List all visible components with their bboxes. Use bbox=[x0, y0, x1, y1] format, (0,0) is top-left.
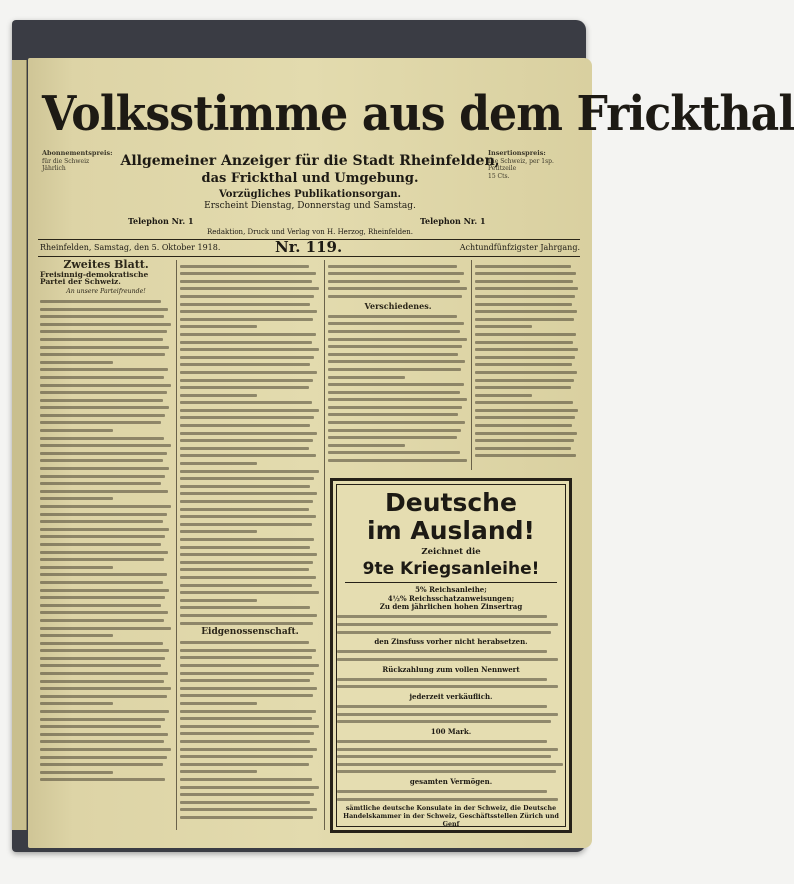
text-line bbox=[180, 546, 310, 549]
text-line bbox=[328, 322, 464, 325]
text-line bbox=[40, 687, 171, 690]
text-line bbox=[180, 477, 314, 480]
masthead-subtitle2: das Frickthal und Umgebung. bbox=[201, 171, 419, 186]
text-line bbox=[180, 508, 309, 511]
text-line bbox=[40, 497, 113, 500]
text-line bbox=[40, 520, 163, 523]
text-line bbox=[40, 535, 165, 538]
phone-right: Telephon Nr. 1 bbox=[420, 216, 486, 226]
text-line bbox=[337, 713, 558, 716]
text-line bbox=[40, 634, 113, 637]
text-line bbox=[475, 265, 571, 268]
insertion-line2: 15 Cts. bbox=[488, 172, 510, 180]
text-line bbox=[475, 325, 532, 328]
text-line bbox=[180, 740, 310, 743]
text-line bbox=[40, 604, 161, 607]
text-line bbox=[40, 657, 165, 660]
ad-text-6 bbox=[337, 790, 565, 801]
text-line bbox=[328, 360, 465, 363]
ad-text-2 bbox=[337, 650, 565, 661]
text-line bbox=[337, 685, 558, 688]
text-line bbox=[337, 658, 558, 661]
column-3-text-top bbox=[328, 265, 468, 298]
book-spine bbox=[12, 60, 27, 830]
ad-text-3 bbox=[337, 678, 565, 689]
text-line bbox=[40, 710, 169, 713]
text-line bbox=[40, 718, 165, 721]
text-line bbox=[40, 384, 171, 387]
text-line bbox=[180, 778, 312, 781]
verschiedenes-heading: Verschiedenes. bbox=[364, 300, 432, 311]
text-line bbox=[475, 409, 578, 412]
text-line bbox=[40, 619, 164, 622]
text-line bbox=[180, 409, 319, 412]
column-2-text-bottom bbox=[180, 641, 320, 819]
text-line bbox=[40, 566, 113, 569]
text-line bbox=[180, 462, 257, 465]
text-line bbox=[475, 371, 577, 374]
text-line bbox=[328, 429, 461, 432]
text-line bbox=[40, 391, 167, 394]
text-line bbox=[180, 416, 314, 419]
text-line bbox=[180, 325, 257, 328]
text-line bbox=[337, 615, 547, 618]
ad-schatzanweisungen: 4½% Reichsschatzanweisungen; bbox=[387, 593, 515, 603]
text-line bbox=[475, 379, 574, 382]
ad-text-4 bbox=[337, 705, 565, 723]
text-line bbox=[328, 353, 458, 356]
text-line bbox=[337, 763, 563, 766]
ad-text-1 bbox=[337, 615, 565, 633]
text-line bbox=[328, 272, 464, 275]
text-line bbox=[180, 725, 319, 728]
text-line bbox=[180, 614, 317, 617]
text-line bbox=[328, 398, 467, 401]
text-line bbox=[180, 470, 319, 473]
text-line bbox=[40, 452, 167, 455]
text-line bbox=[40, 482, 161, 485]
text-line bbox=[475, 363, 572, 366]
text-line bbox=[180, 295, 314, 298]
text-line bbox=[337, 631, 551, 634]
text-line bbox=[40, 467, 169, 470]
text-line bbox=[328, 391, 460, 394]
column-divider-2 bbox=[324, 260, 325, 830]
text-line bbox=[180, 808, 317, 811]
zweites-blatt-heading: Zweites Blatt. bbox=[63, 258, 149, 271]
text-line bbox=[475, 272, 576, 275]
text-line bbox=[328, 413, 458, 416]
text-line bbox=[180, 394, 257, 397]
text-line bbox=[180, 599, 257, 602]
text-line bbox=[475, 424, 572, 427]
text-line bbox=[180, 379, 313, 382]
ad-verkaeuflich: jederzeit verkäuflich. bbox=[409, 691, 493, 701]
text-line bbox=[180, 272, 316, 275]
text-line bbox=[475, 447, 571, 450]
text-line bbox=[180, 656, 312, 659]
text-line bbox=[180, 333, 316, 336]
insertion-title: Insertionspreis: bbox=[488, 149, 546, 157]
text-line bbox=[40, 376, 164, 379]
text-line bbox=[180, 649, 316, 652]
text-line bbox=[40, 680, 164, 683]
column-1 bbox=[40, 260, 172, 830]
ad-zinsertrag: Zu dem jährlichen hohen Zinsertrag bbox=[379, 602, 523, 612]
text-line bbox=[180, 280, 312, 283]
phone-left: Telephon Nr. 1 bbox=[128, 216, 194, 226]
text-line bbox=[40, 437, 164, 440]
text-line bbox=[180, 748, 317, 751]
text-line bbox=[40, 611, 168, 614]
text-line bbox=[40, 368, 168, 371]
text-line bbox=[328, 436, 457, 439]
text-line bbox=[180, 371, 317, 374]
eidgenossenschaft-heading: Eidgenossenschaft. bbox=[201, 627, 299, 638]
text-line bbox=[40, 399, 163, 402]
ad-vermoegen: gesamten Vermögen. bbox=[409, 777, 493, 787]
text-line bbox=[40, 505, 171, 508]
rule-bottom bbox=[38, 256, 580, 257]
text-line bbox=[180, 679, 310, 682]
column-3-text-bottom bbox=[328, 315, 468, 462]
text-line bbox=[40, 414, 165, 417]
text-line bbox=[328, 444, 405, 447]
text-line bbox=[475, 295, 575, 298]
text-line bbox=[180, 363, 310, 366]
text-line bbox=[180, 318, 313, 321]
column-4 bbox=[475, 260, 579, 470]
text-line bbox=[180, 356, 314, 359]
text-line bbox=[180, 732, 314, 735]
text-line bbox=[180, 348, 319, 351]
column-divider-1 bbox=[176, 260, 177, 830]
text-line bbox=[40, 672, 168, 675]
text-line bbox=[328, 280, 460, 283]
text-line bbox=[180, 447, 309, 450]
text-line bbox=[180, 454, 316, 457]
text-line bbox=[337, 705, 547, 708]
text-line bbox=[475, 416, 575, 419]
text-line bbox=[328, 451, 460, 454]
text-line bbox=[40, 338, 163, 341]
text-line bbox=[180, 786, 319, 789]
text-line bbox=[40, 444, 171, 447]
text-line bbox=[328, 406, 462, 409]
ad-footer: sämtliche deutsche Konsulate in der Schweiz, die Deutsche Handelskammer in der Schweiz, Geschäftsstellen Zürich und Genf bbox=[343, 805, 559, 828]
text-line bbox=[40, 627, 171, 630]
text-line bbox=[40, 421, 161, 424]
party-heading: Freisinnig-demokratische Partei der Schweiz. bbox=[40, 269, 149, 287]
text-line bbox=[40, 664, 161, 667]
text-line bbox=[180, 710, 316, 713]
text-line bbox=[328, 287, 467, 290]
text-line bbox=[475, 401, 573, 404]
text-line bbox=[40, 740, 164, 743]
text-line bbox=[475, 348, 578, 351]
text-line bbox=[40, 748, 171, 751]
text-line bbox=[328, 315, 457, 318]
text-line bbox=[180, 672, 314, 675]
text-line bbox=[40, 702, 113, 705]
text-line bbox=[180, 687, 317, 690]
text-line bbox=[40, 330, 167, 333]
ad-mark: 100 Mark. bbox=[430, 726, 472, 736]
text-line bbox=[40, 558, 164, 561]
text-line bbox=[180, 265, 309, 268]
text-line bbox=[475, 439, 574, 442]
text-line bbox=[180, 793, 314, 796]
text-line bbox=[180, 500, 313, 503]
volume-text: Achtundfünfzigster Jahrgang. bbox=[459, 243, 580, 252]
text-line bbox=[475, 287, 578, 290]
column-2-text-top bbox=[180, 265, 320, 625]
text-line bbox=[328, 338, 467, 341]
ad-headline-2: im Ausland! bbox=[367, 516, 535, 545]
text-line bbox=[337, 755, 551, 758]
text-line bbox=[180, 717, 312, 720]
text-line bbox=[475, 386, 571, 389]
text-line bbox=[475, 454, 576, 457]
text-line bbox=[328, 295, 462, 298]
issue-number: Nr. 119. bbox=[275, 238, 343, 256]
text-line bbox=[40, 733, 168, 736]
war-loan-advertisement bbox=[330, 478, 572, 833]
column-1-text bbox=[40, 300, 172, 781]
text-line bbox=[40, 490, 168, 493]
text-line bbox=[180, 553, 317, 556]
subscription-line2: Jährlich bbox=[42, 165, 66, 172]
text-line bbox=[328, 421, 465, 424]
text-line bbox=[40, 642, 163, 645]
text-line bbox=[337, 623, 558, 626]
column-3 bbox=[328, 260, 468, 470]
text-line bbox=[40, 300, 161, 303]
text-line bbox=[40, 695, 167, 698]
text-line bbox=[180, 424, 310, 427]
text-line bbox=[328, 368, 461, 371]
text-line bbox=[40, 361, 113, 364]
text-line bbox=[40, 771, 113, 774]
ad-headline-1: Deutsche bbox=[385, 488, 517, 517]
text-line bbox=[337, 678, 547, 681]
text-line bbox=[40, 551, 168, 554]
ad-rueckzahlung: Rückzahlung zum vollen Nennwert bbox=[382, 664, 520, 674]
column-divider-3 bbox=[471, 260, 472, 470]
text-line bbox=[40, 528, 169, 531]
text-line bbox=[475, 356, 575, 359]
text-line bbox=[40, 323, 171, 326]
text-line bbox=[180, 584, 312, 587]
text-line bbox=[40, 581, 163, 584]
text-line bbox=[40, 756, 167, 759]
text-line bbox=[180, 530, 257, 533]
text-line bbox=[40, 589, 169, 592]
text-line bbox=[475, 280, 573, 283]
text-line bbox=[180, 606, 310, 609]
text-line bbox=[40, 475, 165, 478]
text-line bbox=[40, 649, 169, 652]
text-line bbox=[475, 394, 532, 397]
text-line bbox=[180, 664, 319, 667]
text-line bbox=[337, 748, 558, 751]
newspaper-page bbox=[28, 58, 794, 848]
text-line bbox=[337, 790, 547, 793]
ad-zinsfuss: den Zinsfuss vorher nicht herabsetzen. bbox=[374, 637, 528, 647]
text-line bbox=[40, 406, 169, 409]
text-line bbox=[328, 265, 457, 268]
text-line bbox=[180, 702, 257, 705]
bound-volume bbox=[12, 20, 794, 852]
text-line bbox=[180, 801, 310, 804]
masthead-organ: Vorzügliches Publikationsorgan. bbox=[218, 189, 402, 200]
text-line bbox=[180, 561, 313, 564]
masthead-schedule: Erscheint Dienstag, Donnerstag und Samstag. bbox=[204, 201, 416, 211]
ad-text-5 bbox=[337, 740, 565, 773]
text-line bbox=[180, 439, 313, 442]
text-line bbox=[180, 310, 317, 313]
text-line bbox=[180, 287, 319, 290]
text-line bbox=[337, 770, 556, 773]
text-line bbox=[40, 778, 165, 781]
text-line bbox=[40, 346, 169, 349]
text-line bbox=[180, 523, 312, 526]
text-line bbox=[40, 513, 167, 516]
text-line bbox=[40, 353, 165, 356]
text-line bbox=[180, 641, 309, 644]
masthead-subtitle: Allgemeiner Anzeiger für die Stadt Rheinfelden, bbox=[120, 153, 500, 169]
column-2 bbox=[180, 260, 320, 830]
ad-reichsanleihe: 5% Reichsanleihe; bbox=[415, 585, 487, 594]
text-line bbox=[328, 376, 405, 379]
text-line bbox=[328, 345, 462, 348]
text-line bbox=[475, 318, 574, 321]
text-line bbox=[475, 303, 572, 306]
text-line bbox=[337, 798, 558, 801]
ad-inner-frame bbox=[336, 484, 566, 827]
text-line bbox=[40, 459, 163, 462]
text-line bbox=[180, 492, 317, 495]
insertion-line1: Die Schweiz, per 1sp. Petitzeile bbox=[488, 157, 554, 172]
text-line bbox=[475, 432, 577, 435]
redaktion-line: Redaktion, Druck und Verlag von H. Herzog, Rheinfelden. bbox=[206, 228, 413, 236]
text-line bbox=[475, 310, 577, 313]
masthead-title: Volksstimme aus dem Frickthal bbox=[42, 86, 794, 142]
text-line bbox=[337, 740, 547, 743]
text-line bbox=[180, 401, 312, 404]
text-line bbox=[40, 308, 168, 311]
text-line bbox=[180, 591, 319, 594]
text-line bbox=[337, 650, 547, 653]
party-salutation: An unsere Parteifreunde! bbox=[66, 287, 146, 295]
text-line bbox=[40, 596, 165, 599]
text-line bbox=[180, 386, 309, 389]
text-line bbox=[40, 573, 167, 576]
date-text: Rheinfelden, Samstag, den 5. Oktober 1918. bbox=[40, 243, 221, 252]
text-line bbox=[180, 341, 312, 344]
column-4-text bbox=[475, 265, 579, 458]
text-line bbox=[337, 720, 551, 723]
text-line bbox=[180, 568, 309, 571]
text-line bbox=[180, 763, 309, 766]
text-line bbox=[40, 763, 163, 766]
subscription-line1: für die Schweiz bbox=[42, 157, 90, 165]
ad-kriegsanleihe: 9te Kriegsanleihe! bbox=[362, 559, 540, 579]
text-line bbox=[475, 341, 573, 344]
dateline bbox=[40, 238, 580, 256]
text-line bbox=[180, 515, 316, 518]
text-line bbox=[40, 315, 164, 318]
text-line bbox=[40, 725, 161, 728]
text-line bbox=[180, 538, 314, 541]
text-line bbox=[180, 576, 316, 579]
text-line bbox=[40, 543, 161, 546]
ad-zeichnet: Zeichnet die bbox=[421, 547, 481, 557]
ad-divider bbox=[345, 582, 557, 583]
text-line bbox=[328, 383, 464, 386]
text-line bbox=[180, 303, 310, 306]
text-line bbox=[180, 622, 313, 625]
text-line bbox=[180, 694, 313, 697]
text-line bbox=[328, 459, 467, 462]
text-line bbox=[180, 816, 313, 819]
text-line bbox=[180, 770, 257, 773]
subscription-title: Abonnementspreis: bbox=[42, 149, 113, 157]
text-line bbox=[328, 330, 460, 333]
text-line bbox=[180, 485, 310, 488]
text-line bbox=[40, 429, 113, 432]
text-line bbox=[180, 432, 317, 435]
text-line bbox=[180, 755, 313, 758]
text-line bbox=[475, 333, 576, 336]
